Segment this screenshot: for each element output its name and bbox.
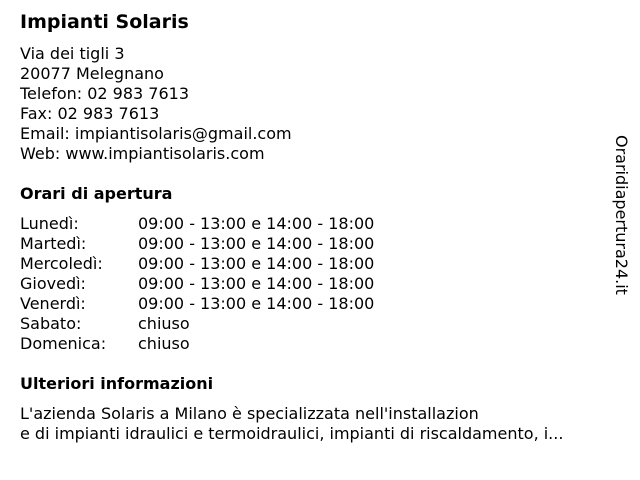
day-label: Martedì: xyxy=(20,234,87,253)
more-info-heading: Ulteriori informazioni xyxy=(20,374,214,393)
day-label: Venerdì: xyxy=(20,294,86,313)
day-hours: 09:00 - 13:00 e 14:00 - 18:00 xyxy=(138,274,375,293)
address-street: Via dei tigli 3 xyxy=(20,44,125,63)
phone-number: Telefon: 02 983 7613 xyxy=(20,84,190,103)
description-line: L'azienda Solaris a Milano è specializzata nell'installazion xyxy=(20,404,479,423)
day-hours: chiuso xyxy=(138,314,190,333)
site-watermark: Oraridiapertura24.it xyxy=(612,135,631,295)
contact-block xyxy=(20,44,292,164)
address-city: 20077 Melegnano xyxy=(20,64,164,83)
email-address: Email: impiantisolaris@gmail.com xyxy=(20,124,292,143)
day-label: Lunedì: xyxy=(20,214,79,233)
description-line: e di impianti idraulici e termoidraulici, impianti di riscaldamento, i... xyxy=(20,424,564,443)
opening-hours-heading: Orari di apertura xyxy=(20,184,173,203)
day-hours: 09:00 - 13:00 e 14:00 - 18:00 xyxy=(138,254,375,273)
day-hours: 09:00 - 13:00 e 14:00 - 18:00 xyxy=(138,234,375,253)
day-hours: 09:00 - 13:00 e 14:00 - 18:00 xyxy=(138,294,375,313)
company-name: Impianti Solaris xyxy=(20,11,189,33)
more-info-text xyxy=(20,404,620,444)
website: Web: www.impiantisolaris.com xyxy=(20,144,265,163)
fax-number: Fax: 02 983 7613 xyxy=(20,104,160,123)
day-hours: 09:00 - 13:00 e 14:00 - 18:00 xyxy=(138,214,375,233)
day-hours: chiuso xyxy=(138,334,190,353)
day-label: Mercoledì: xyxy=(20,254,103,273)
day-label: Sabato: xyxy=(20,314,82,333)
day-label: Giovedì: xyxy=(20,274,86,293)
day-label: Domenica: xyxy=(20,334,107,353)
